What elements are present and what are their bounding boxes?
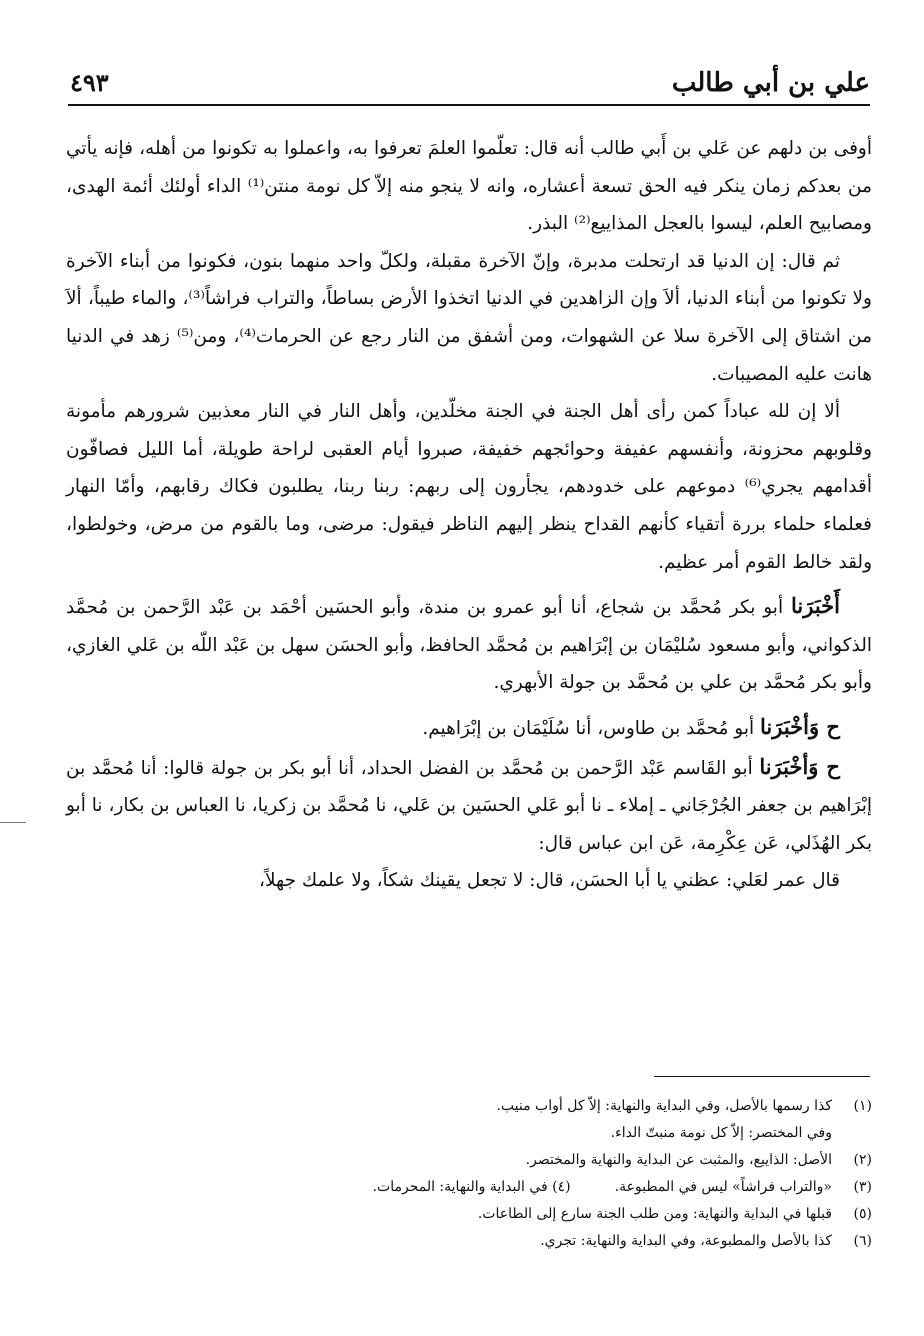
paragraph-last: قال عمر لعَلي: عظني يا أبا الحسَن، قال: لا تجعل يقينك شكاً، ولا علمك جهلاً، — [259, 870, 840, 892]
footnote-6 — [180, 1228, 872, 1255]
isnad-2-keyword: ح وَأخْبَرَنا — [760, 713, 840, 739]
footnotes — [180, 1093, 872, 1255]
main-text — [66, 130, 872, 900]
isnad-1-text: أبو بكر مُحمَّد بن شجاع، أنا أبو عمرو بن مندة، وأبو الحسَين أحْمَد بن عَبْد الرَّحمن بن مُحمَّد الذكواني، وأبو مسعود سُليْمَان بن إبْرَاهيم بن مُحمَّد الحافظ، وأبو الحسَن سهل بن عَبْد اللّه بن عَلي الغازي، وأبو بكر مُحمَّد بن علي بن مُحمَّد بن جولة الأبهري. — [66, 597, 872, 694]
footnote-text: وفي المختصر: إلاّ كل نومة منبتّ الداء. — [610, 1125, 832, 1141]
footnote-text: كذا بالأصل والمطبوعة، وفي البداية والنهاية: تجري. — [540, 1233, 832, 1249]
footnote-text-pair — [180, 1174, 832, 1201]
isnad-1-keyword: أَخْبَرَنا — [791, 593, 840, 619]
isnad-2-text: أبو مُحمَّد بن طاوس، أنا سُلَيْمَان بن إبْرَاهيم. — [422, 717, 760, 739]
footnote-5 — [180, 1201, 872, 1228]
footnote-1-continued — [180, 1120, 872, 1147]
footnote-number: (٣) — [853, 1179, 872, 1195]
page-number: ٤٩٣ — [70, 68, 109, 97]
footnote-number: (٦) — [853, 1233, 872, 1249]
paragraph-1: أوفى بن دلهم عن عَلي بن أَبي طالب أنه قال: تعلّموا العلمَ تعرفوا به، واعملوا به تكونوا من أهله، فإنه يأتي من بعدكم زمان ينكر فيه الحق تسعة أعشاره، وانه لا ينجو منه إلاّ كل نومة منتن⁽¹⁾ الداء أولئك أئمة الهدى، ومصابيح العلم، ليسوا بالعجل المذاييع⁽²⁾ البذر. — [66, 138, 872, 235]
footnote-rule — [654, 1076, 870, 1077]
margin-mark — [0, 822, 26, 823]
footnote-1 — [180, 1093, 872, 1120]
footnote-3-and-4 — [180, 1174, 872, 1201]
running-header — [70, 60, 870, 106]
footnote-text: قبلها في البداية والنهاية: ومن طلب الجنة سارع إلى الطاعات. — [477, 1206, 832, 1222]
header-rule — [68, 104, 870, 106]
isnad-3-keyword: ح وَأخْبَرَنا — [759, 753, 840, 779]
footnote-4-number: (٤) — [552, 1179, 571, 1195]
isnad-1 — [66, 587, 872, 702]
footnote-number: (١) — [853, 1098, 872, 1114]
isnad-3-text: أبو القَاسم عَبْد الرَّحمن بن مُحمَّد بن الفضل الحداد، أنا أبو بكر بن جولة قالوا: أنا مُحمَّد بن إبْرَاهيم بن جعفر الجُرْجَاني ـ إملاء ـ نا أبو عَلي الحسَين بن عَلي، نا مُحمَّد بن زكريا، نا العباس بن بكار، نا أبو بكر الهُذَلي، عَن عِكْرِمة، عَن ابن عباس قال: — [66, 757, 872, 854]
footnote-3-text: «والتراب فراشاً» ليس في المطبوعة. — [614, 1179, 832, 1195]
isnad-3 — [66, 748, 872, 863]
footnote-number: (٢) — [853, 1152, 872, 1168]
footnote-2 — [180, 1147, 872, 1174]
isnad-2 — [66, 708, 872, 748]
footnote-number: (٥) — [853, 1206, 872, 1222]
footnote-text: كذا رسمها بالأصل، وفي البداية والنهاية: إلاّ كل أواب منيب. — [496, 1098, 832, 1114]
footnote-text: الأصل: الذاييع، والمثبت عن البداية والنهاية والمختصر. — [525, 1152, 832, 1168]
paragraph-3: ألا إن لله عباداً كمن رأى أهل الجنة في الجنة مخلّدين، وأهل النار في النار معذبين شرورهم مأمونة وقلوبهم محزونة، وأنفسهم عفيفة وحوائجهم خفيفة، صبروا أيام العقبى لراحة طويلة، أما الليل فصافّون أقدامهم يجري⁽⁶⁾ دموعهم على خدودهم، يجأرون إلى ربهم: ربنا ربنا، يطلبون فكاك رقابهم، وأمّا النهار فعلماء حلماء بررة أتقياء كأنهم القداح ينظر إليهم الناظر فيقول: مرضى، وما بالقوم من مرض، وخولطوا، ولقد خالط القوم أمر عظيم. — [66, 401, 872, 573]
footnote-4-text: في البداية والنهاية: المحرمات. — [372, 1179, 548, 1195]
paragraph-2: ثم قال: إن الدنيا قد ارتحلت مدبرة، وإنّ الآخرة مقبلة، ولكلّ واحد منهما بنون، فكونوا من أبناء الآخرة ولا تكونوا من أبناء الدنيا، ألاَ وإن الزاهدين في الدنيا اتخذوا الأرض بساطاً، والتراب فراشاً⁽³⁾، والماء طيباً، ألاَ من اشتاق إلى الآخرة سلا عن الشهوات، ومن أشفق من النار رجع عن الحرمات⁽⁴⁾، ومن⁽⁵⁾ زهد في الدنيا هانت عليه المصيبات. — [66, 250, 872, 385]
header-title: علي بن أبي طالب — [671, 68, 870, 98]
